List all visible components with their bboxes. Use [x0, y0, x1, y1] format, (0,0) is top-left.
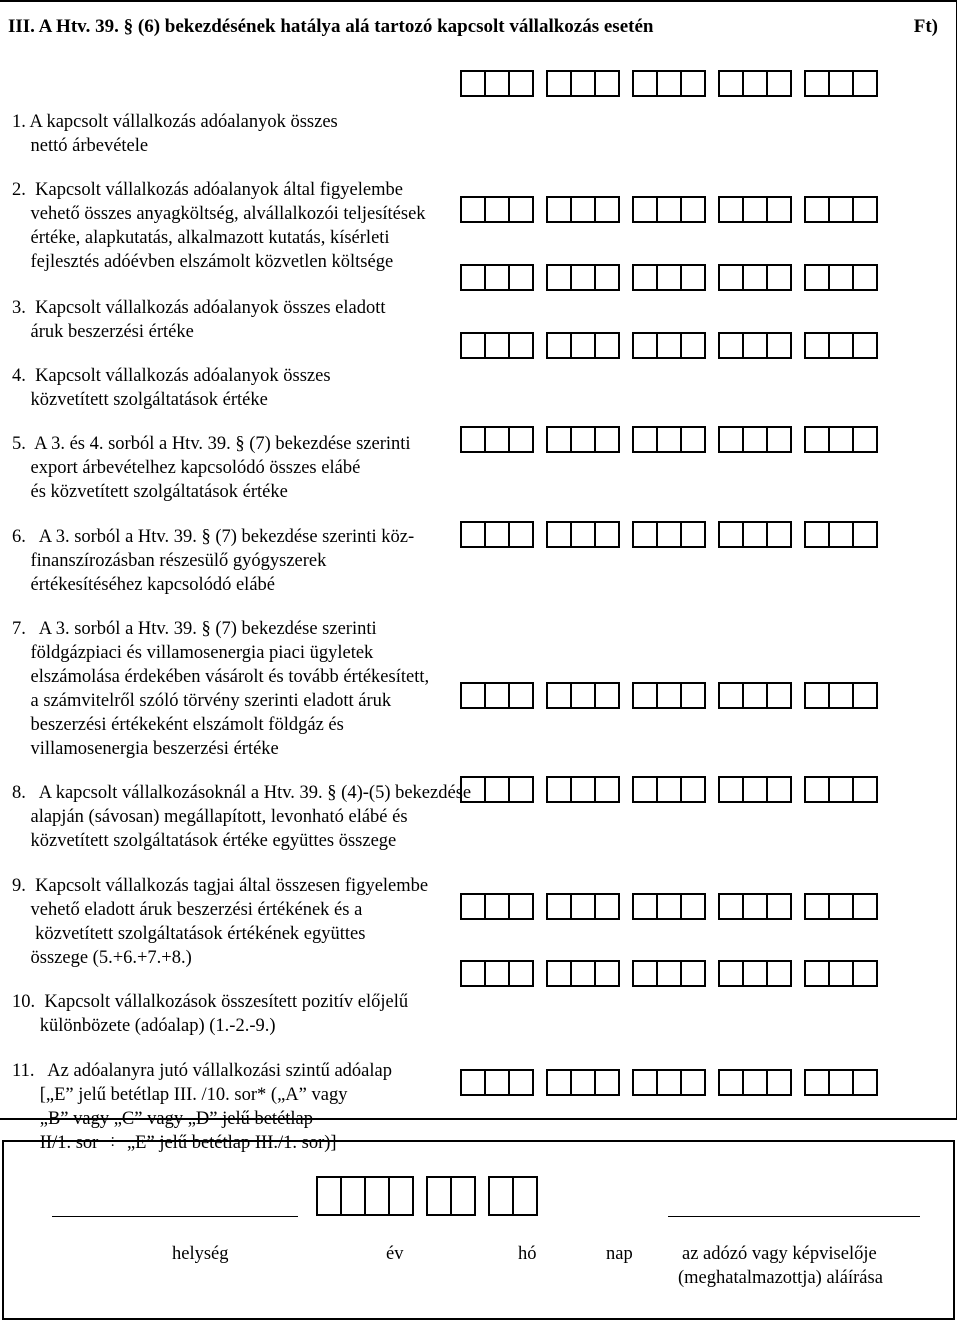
digit-cell[interactable] — [804, 960, 830, 987]
digit-group[interactable] — [804, 776, 878, 804]
item-10-label: 10. Kapcsolt vállalkozások összesített pozitív előjelű különbözete (adóalap) (1.-2.-9.) — [12, 992, 409, 1036]
digit-cell[interactable] — [680, 196, 706, 223]
digit-cell[interactable] — [718, 682, 744, 709]
digit-cell[interactable] — [508, 521, 534, 548]
digit-cell[interactable] — [570, 1069, 596, 1096]
digit-cell[interactable] — [828, 960, 854, 987]
digit-cell[interactable] — [804, 682, 830, 709]
digit-cell[interactable] — [484, 521, 510, 548]
digit-cell[interactable] — [460, 70, 486, 97]
digit-cell[interactable] — [828, 682, 854, 709]
digit-group[interactable] — [804, 682, 878, 710]
digit-group[interactable] — [632, 893, 706, 921]
digit-cell[interactable] — [852, 426, 878, 453]
digit-cell[interactable] — [828, 426, 854, 453]
item-4-label: 4. Kapcsolt vállalkozás adóalanyok összes közvetített szolgáltatások értéke — [12, 366, 331, 410]
digit-cell[interactable] — [718, 776, 744, 803]
currency-unit: Ft) — [913, 16, 938, 37]
date-cell[interactable] — [316, 1176, 342, 1216]
digit-group[interactable] — [460, 1069, 534, 1097]
digit-group[interactable] — [804, 70, 878, 98]
digit-cell[interactable] — [804, 521, 830, 548]
digit-cell[interactable] — [546, 196, 572, 223]
digit-cell[interactable] — [852, 521, 878, 548]
digit-group[interactable] — [804, 960, 878, 988]
digit-cell[interactable] — [594, 682, 620, 709]
digit-cell[interactable] — [632, 196, 658, 223]
digit-cell[interactable] — [460, 264, 486, 291]
digit-group[interactable] — [546, 196, 620, 224]
digit-cell[interactable] — [460, 521, 486, 548]
digit-cell[interactable] — [594, 332, 620, 359]
digit-group[interactable] — [804, 426, 878, 454]
digit-cell[interactable] — [828, 893, 854, 920]
digit-cell[interactable] — [718, 70, 744, 97]
month-label: hó — [518, 1244, 537, 1264]
date-cell[interactable] — [512, 1176, 538, 1216]
digit-cell[interactable] — [828, 332, 854, 359]
date-cell[interactable] — [488, 1176, 514, 1216]
digit-group[interactable] — [460, 196, 534, 224]
digit-group[interactable] — [632, 521, 706, 549]
digit-cell[interactable] — [852, 960, 878, 987]
digit-cell[interactable] — [460, 1069, 486, 1096]
date-cell[interactable] — [364, 1176, 390, 1216]
digit-cell[interactable] — [656, 196, 682, 223]
digit-cell[interactable] — [460, 332, 486, 359]
digit-group[interactable] — [460, 426, 534, 454]
date-day-boxes[interactable] — [488, 1176, 538, 1216]
digit-cell[interactable] — [484, 196, 510, 223]
signature-frame — [2, 1140, 955, 1320]
digit-cell[interactable] — [570, 521, 596, 548]
place-line[interactable] — [52, 1216, 298, 1217]
digit-cell[interactable] — [594, 960, 620, 987]
digit-group[interactable] — [632, 1069, 706, 1097]
digit-cell[interactable] — [570, 264, 596, 291]
digit-cell[interactable] — [484, 70, 510, 97]
digit-cell[interactable] — [632, 332, 658, 359]
digit-cell[interactable] — [742, 332, 768, 359]
digit-group[interactable] — [718, 893, 792, 921]
digit-group[interactable] — [460, 776, 534, 804]
digit-group[interactable] — [460, 332, 534, 360]
digit-group[interactable] — [632, 776, 706, 804]
digit-cell[interactable] — [828, 521, 854, 548]
digit-cell[interactable] — [804, 1069, 830, 1096]
digit-cell[interactable] — [828, 1069, 854, 1096]
digit-group[interactable] — [718, 521, 792, 549]
date-year-boxes[interactable] — [316, 1176, 414, 1216]
digit-cell[interactable] — [804, 196, 830, 223]
digit-cell[interactable] — [804, 264, 830, 291]
date-boxes[interactable] — [316, 1176, 538, 1216]
digit-group[interactable] — [804, 521, 878, 549]
digit-cell[interactable] — [766, 960, 792, 987]
digit-group[interactable] — [718, 776, 792, 804]
digit-cell[interactable] — [766, 521, 792, 548]
digit-cell[interactable] — [594, 426, 620, 453]
digit-cell[interactable] — [632, 893, 658, 920]
digit-group[interactable] — [804, 1069, 878, 1097]
digit-group[interactable] — [546, 426, 620, 454]
digit-cell[interactable] — [570, 893, 596, 920]
digit-cell[interactable] — [460, 776, 486, 803]
digit-cell[interactable] — [570, 776, 596, 803]
digit-group[interactable] — [632, 332, 706, 360]
item-7-amount-boxes[interactable] — [460, 682, 878, 710]
digit-cell[interactable] — [632, 70, 658, 97]
digit-cell[interactable] — [460, 893, 486, 920]
item-1-label: 1. A kapcsolt vállalkozás adóalanyok összes nettó árbevétele — [12, 112, 338, 156]
digit-group[interactable] — [718, 682, 792, 710]
item-8-amount-boxes[interactable] — [460, 776, 878, 804]
item-11-amount-boxes[interactable] — [460, 1069, 878, 1097]
digit-cell[interactable] — [484, 682, 510, 709]
digit-cell[interactable] — [852, 776, 878, 803]
digit-cell[interactable] — [594, 776, 620, 803]
digit-cell[interactable] — [546, 682, 572, 709]
section-heading: III. A Htv. 39. § (6) bekezdésének hatálya alá tartozó kapcsolt vállalkozás esetén — [8, 16, 654, 37]
digit-cell[interactable] — [508, 196, 534, 223]
digit-cell[interactable] — [546, 521, 572, 548]
digit-cell[interactable] — [508, 893, 534, 920]
digit-cell[interactable] — [742, 264, 768, 291]
digit-group[interactable] — [546, 893, 620, 921]
date-cell[interactable] — [450, 1176, 476, 1216]
digit-cell[interactable] — [804, 893, 830, 920]
item-3-amount-boxes[interactable] — [460, 264, 878, 292]
digit-cell[interactable] — [804, 332, 830, 359]
digit-group[interactable] — [632, 70, 706, 98]
digit-cell[interactable] — [508, 682, 534, 709]
digit-cell[interactable] — [656, 521, 682, 548]
digit-cell[interactable] — [594, 70, 620, 97]
digit-cell[interactable] — [632, 682, 658, 709]
digit-group[interactable] — [804, 332, 878, 360]
digit-cell[interactable] — [656, 70, 682, 97]
digit-cell[interactable] — [594, 264, 620, 291]
digit-cell[interactable] — [656, 776, 682, 803]
digit-cell[interactable] — [718, 264, 744, 291]
digit-cell[interactable] — [766, 70, 792, 97]
digit-cell[interactable] — [632, 1069, 658, 1096]
digit-cell[interactable] — [508, 960, 534, 987]
digit-group[interactable] — [718, 264, 792, 292]
digit-cell[interactable] — [742, 70, 768, 97]
digit-group[interactable] — [632, 196, 706, 224]
item-6-label: 6. A 3. sorból a Htv. 39. § (7) bekezdése szerinti köz- finanszírozásban részesülő gyógyszerek értékesítéséhez kapcsolódó elábé — [12, 527, 415, 595]
digit-cell[interactable] — [804, 426, 830, 453]
item-8-label: 8. A kapcsolt vállalkozásoknál a Htv. 39. § (4)-(5) bekezdése alapján (sávosan) megállapított, levonható elábé és közvetített szolgáltatások értéke együttes összege — [12, 783, 472, 851]
digit-group[interactable] — [546, 264, 620, 292]
digit-cell[interactable] — [594, 521, 620, 548]
digit-cell[interactable] — [718, 1069, 744, 1096]
digit-cell[interactable] — [546, 332, 572, 359]
digit-cell[interactable] — [766, 1069, 792, 1096]
digit-cell[interactable] — [852, 70, 878, 97]
item-9-label: 9. Kapcsolt vállalkozás tagjai által összesen figyelembe vehető eladott áruk beszerzési értékének és a közvetített szolgáltatások értékének együttes összege (5.+6.+7.+8.) — [12, 876, 429, 968]
digit-cell[interactable] — [766, 893, 792, 920]
digit-cell[interactable] — [680, 893, 706, 920]
digit-cell[interactable] — [656, 960, 682, 987]
digit-cell[interactable] — [742, 1069, 768, 1096]
digit-cell[interactable] — [852, 893, 878, 920]
digit-cell[interactable] — [718, 196, 744, 223]
digit-group[interactable] — [804, 893, 878, 921]
digit-cell[interactable] — [852, 196, 878, 223]
digit-cell[interactable] — [656, 426, 682, 453]
digit-cell[interactable] — [742, 196, 768, 223]
digit-cell[interactable] — [766, 332, 792, 359]
digit-cell[interactable] — [508, 776, 534, 803]
digit-cell[interactable] — [484, 332, 510, 359]
digit-cell[interactable] — [460, 426, 486, 453]
digit-cell[interactable] — [680, 70, 706, 97]
digit-cell[interactable] — [570, 682, 596, 709]
digit-cell[interactable] — [828, 776, 854, 803]
digit-cell[interactable] — [632, 426, 658, 453]
digit-group[interactable] — [546, 776, 620, 804]
digit-group[interactable] — [718, 332, 792, 360]
digit-cell[interactable] — [680, 682, 706, 709]
digit-cell[interactable] — [828, 70, 854, 97]
date-cell[interactable] — [388, 1176, 414, 1216]
date-month-boxes[interactable] — [426, 1176, 476, 1216]
digit-cell[interactable] — [742, 521, 768, 548]
digit-cell[interactable] — [484, 264, 510, 291]
digit-cell[interactable] — [766, 682, 792, 709]
digit-cell[interactable] — [742, 426, 768, 453]
signer-label: az adózó vagy képviselője — [682, 1244, 877, 1264]
digit-group[interactable] — [460, 264, 534, 292]
item-5-amount-boxes[interactable] — [460, 426, 878, 454]
digit-cell[interactable] — [852, 682, 878, 709]
digit-cell[interactable] — [546, 70, 572, 97]
digit-group[interactable] — [718, 426, 792, 454]
digit-group[interactable] — [460, 682, 534, 710]
digit-cell[interactable] — [852, 332, 878, 359]
digit-cell[interactable] — [508, 332, 534, 359]
digit-cell[interactable] — [742, 682, 768, 709]
place-label: helység — [172, 1244, 229, 1264]
digit-cell[interactable] — [570, 332, 596, 359]
digit-group[interactable] — [718, 196, 792, 224]
digit-group[interactable] — [632, 264, 706, 292]
digit-cell[interactable] — [632, 960, 658, 987]
digit-cell[interactable] — [742, 776, 768, 803]
digit-group[interactable] — [546, 682, 620, 710]
digit-cell[interactable] — [680, 1069, 706, 1096]
item-2-amount-boxes[interactable] — [460, 196, 878, 224]
digit-cell[interactable] — [594, 196, 620, 223]
digit-cell[interactable] — [680, 521, 706, 548]
digit-cell[interactable] — [570, 196, 596, 223]
digit-cell[interactable] — [680, 332, 706, 359]
digit-cell[interactable] — [546, 893, 572, 920]
digit-group[interactable] — [460, 893, 534, 921]
digit-group[interactable] — [460, 960, 534, 988]
digit-cell[interactable] — [484, 960, 510, 987]
digit-cell[interactable] — [546, 1069, 572, 1096]
digit-cell[interactable] — [460, 196, 486, 223]
digit-group[interactable] — [546, 332, 620, 360]
digit-group[interactable] — [632, 426, 706, 454]
item-7-label: 7. A 3. sorból a Htv. 39. § (7) bekezdése szerinti földgázpiaci és villamosenergia piaci ügyletek elszámolása érdekében vásárolt és tovább értékesített, a számvitelről szóló törvény szerinti eladott áruk beszerzési értékeként elszámolt földgáz és villamosenergia beszerzési értéke — [12, 619, 430, 759]
year-label: év — [386, 1244, 404, 1264]
digit-cell[interactable] — [804, 70, 830, 97]
digit-cell[interactable] — [718, 521, 744, 548]
digit-cell[interactable] — [594, 1069, 620, 1096]
digit-cell[interactable] — [766, 776, 792, 803]
day-label: nap — [606, 1244, 633, 1264]
date-cell[interactable] — [426, 1176, 452, 1216]
digit-cell[interactable] — [508, 426, 534, 453]
digit-group[interactable] — [718, 960, 792, 988]
digit-cell[interactable] — [594, 893, 620, 920]
date-cell[interactable] — [340, 1176, 366, 1216]
digit-cell[interactable] — [546, 426, 572, 453]
digit-group[interactable] — [804, 264, 878, 292]
digit-cell[interactable] — [632, 521, 658, 548]
digit-cell[interactable] — [852, 1069, 878, 1096]
digit-group[interactable] — [632, 960, 706, 988]
item-9-amount-boxes[interactable] — [460, 893, 878, 921]
item-1-amount-boxes[interactable] — [460, 70, 878, 98]
digit-cell[interactable] — [718, 960, 744, 987]
digit-cell[interactable] — [656, 893, 682, 920]
digit-cell[interactable] — [680, 426, 706, 453]
digit-group[interactable] — [718, 70, 792, 98]
digit-group[interactable] — [718, 1069, 792, 1097]
digit-cell[interactable] — [508, 70, 534, 97]
digit-group[interactable] — [460, 521, 534, 549]
digit-cell[interactable] — [484, 426, 510, 453]
digit-cell[interactable] — [656, 682, 682, 709]
signer-label-2: (meghatalmazottja) aláírása — [678, 1268, 883, 1288]
item-6-amount-boxes[interactable] — [460, 521, 878, 549]
digit-cell[interactable] — [718, 893, 744, 920]
item-11-label: 11. Az adóalanyra jutó vállalkozási szintű adóalap [„E” jelű betétlap III. /10. sor* („A” vagy „B” vagy „C” vagy „D” jelű betétlap II/1. sor ÷ „E” jelű betétlap III./1. sor)] — [12, 1061, 392, 1153]
digit-cell[interactable] — [828, 264, 854, 291]
digit-cell[interactable] — [742, 960, 768, 987]
digit-cell[interactable] — [460, 960, 486, 987]
digit-group[interactable] — [546, 521, 620, 549]
digit-cell[interactable] — [484, 1069, 510, 1096]
item-10-amount-boxes[interactable] — [460, 960, 878, 988]
digit-cell[interactable] — [680, 960, 706, 987]
digit-cell[interactable] — [718, 426, 744, 453]
digit-cell[interactable] — [484, 893, 510, 920]
digit-cell[interactable] — [804, 776, 830, 803]
digit-cell[interactable] — [546, 960, 572, 987]
digit-group[interactable] — [804, 196, 878, 224]
item-3-label: 3. Kapcsolt vállalkozás adóalanyok összes eladott áruk beszerzési értéke — [12, 298, 386, 342]
digit-cell[interactable] — [680, 776, 706, 803]
digit-cell[interactable] — [718, 332, 744, 359]
digit-cell[interactable] — [656, 332, 682, 359]
digit-cell[interactable] — [852, 264, 878, 291]
digit-cell[interactable] — [766, 196, 792, 223]
digit-cell[interactable] — [680, 264, 706, 291]
digit-group[interactable] — [546, 960, 620, 988]
digit-cell[interactable] — [508, 1069, 534, 1096]
digit-cell[interactable] — [546, 264, 572, 291]
item-5-label: 5. A 3. és 4. sorból a Htv. 39. § (7) bekezdése szerinti export árbevételhez kapcsolódó összes elábé és közvetített szolgáltatások értéke — [12, 434, 411, 502]
digit-group[interactable] — [546, 1069, 620, 1097]
item-2-label: 2. Kapcsolt vállalkozás adóalanyok által figyelembe vehető összes anyagköltség, alvállalkozói teljesítések értéke, alapkutatás, alkalmazott kutatás, kísérleti fejlesztés adóévben elszámolt közvetlen költsége — [12, 180, 426, 272]
digit-cell[interactable] — [570, 70, 596, 97]
digit-cell[interactable] — [766, 264, 792, 291]
digit-cell[interactable] — [546, 776, 572, 803]
signature-line[interactable] — [668, 1216, 920, 1217]
digit-cell[interactable] — [460, 682, 486, 709]
digit-cell[interactable] — [632, 264, 658, 291]
digit-group[interactable] — [546, 70, 620, 98]
digit-cell[interactable] — [484, 776, 510, 803]
digit-cell[interactable] — [570, 960, 596, 987]
digit-cell[interactable] — [508, 264, 534, 291]
item-4-amount-boxes[interactable] — [460, 332, 878, 360]
digit-cell[interactable] — [632, 776, 658, 803]
digit-group[interactable] — [632, 682, 706, 710]
digit-cell[interactable] — [828, 196, 854, 223]
digit-group[interactable] — [460, 70, 534, 98]
digit-cell[interactable] — [656, 264, 682, 291]
digit-cell[interactable] — [570, 426, 596, 453]
digit-cell[interactable] — [742, 893, 768, 920]
digit-cell[interactable] — [766, 426, 792, 453]
digit-cell[interactable] — [656, 1069, 682, 1096]
